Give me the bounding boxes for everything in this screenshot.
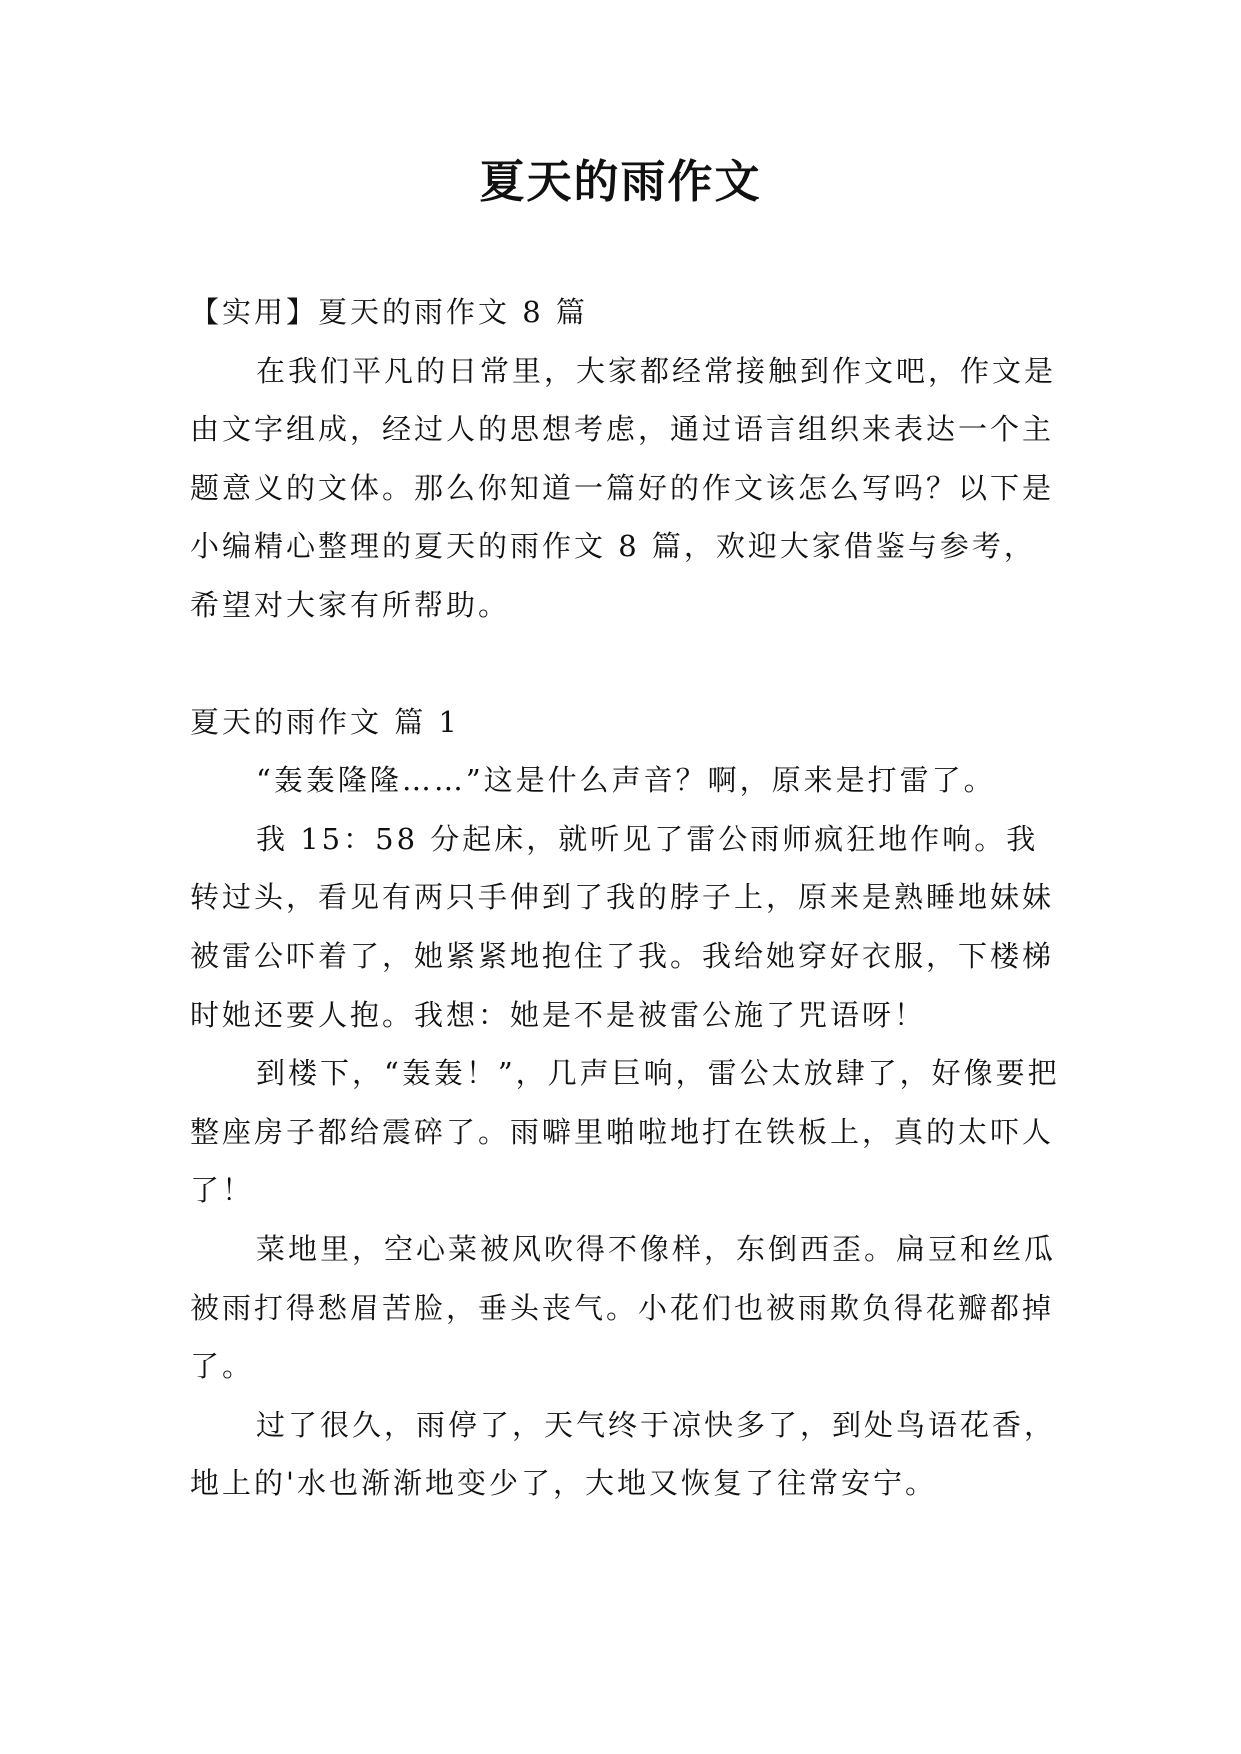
document-title: 夏天的雨作文 xyxy=(479,155,762,208)
section-spacer xyxy=(190,635,1060,693)
section-heading: 夏天的雨作文 篇 1 xyxy=(190,704,460,739)
document-subtitle: 【实用】夏天的雨作文 8 篇 xyxy=(190,295,588,329)
body-paragraph: 菜地里，空心菜被风吹得不像样，东倒西歪。扁豆和丝瓜被雨打得愁眉苦脸，垂头丧气。小花们也被雨欺负得花瓣都掉了。 xyxy=(190,1231,1057,1384)
document-body xyxy=(190,283,1060,1513)
body-paragraph: 过了很久，雨停了，天气终于凉快多了，到处鸟语花香，地上的'水也渐渐地变少了，大地又恢复了往常安宁。 xyxy=(190,1407,1057,1501)
body-paragraph: “轰轰隆隆……”这是什么声音？啊，原来是打雷了。 xyxy=(256,763,996,798)
body-paragraph: 到楼下，“轰轰！”，几声巨响，雷公太放肆了，好像要把整座房子都给震碎了。雨噼里啪啦地打在铁板上，真的太吓人了！ xyxy=(190,1056,1060,1208)
body-paragraph: 我 15：58 分起床，就听见了雷公雨师疯狂地作响。我转过头，看见有两只手伸到了我的脖子上，原来是熟睡地妹妹被雷公吓着了，她紧紧地抱住了我。我给她穿好衣服，下楼梯时她还要人抱。我想：她是不是被雷公施了咒语呀！ xyxy=(190,821,1055,1032)
intro-paragraph: 在我们平凡的日常里，大家都经常接触到作文吧，作文是由文字组成，经过人的思想考虑，通过语言组织来表达一个主题意义的文体。那么你知道一篇好的作文该怎么写吗？以下是小编精心整理的夏天的雨作文 8 篇，欢迎大家借鉴与参考，希望对大家有所帮助。 xyxy=(190,353,1057,622)
